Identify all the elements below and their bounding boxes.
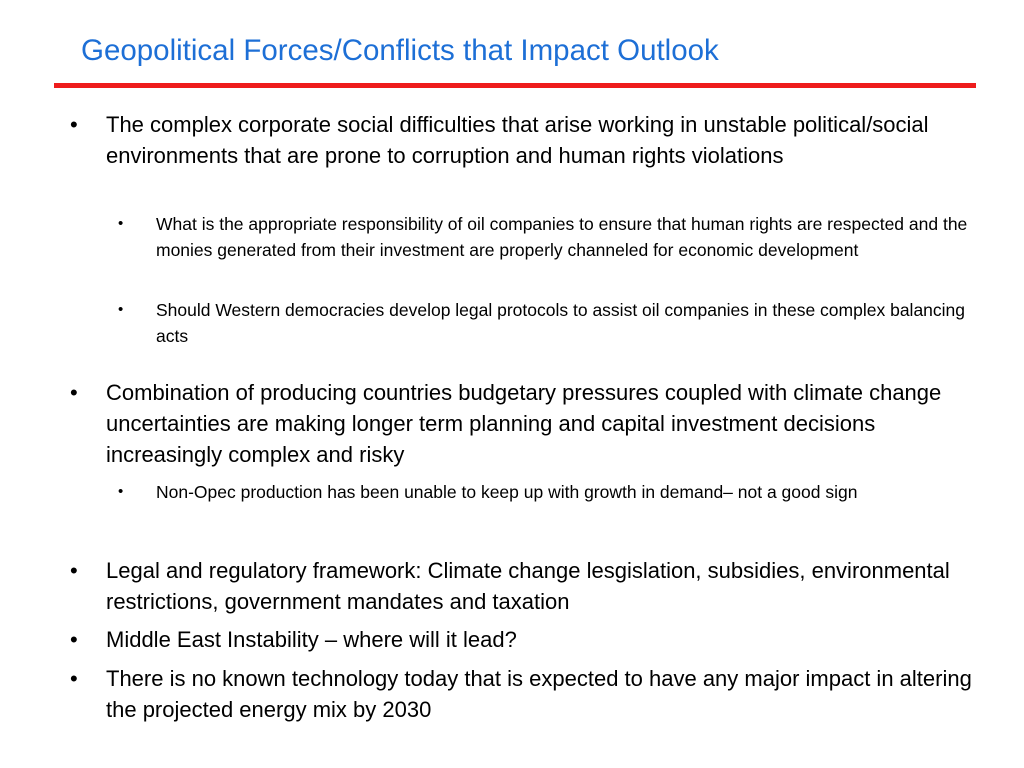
sub-bullet-item-2-1 <box>118 479 992 505</box>
bullet-text: Combination of producing countries budgetary pressures coupled with climate change uncertainties are making longer term planning and capital investment decisions increasingly complex and risky <box>106 380 942 467</box>
bullet-icon: • <box>70 558 78 583</box>
sub-bullet-icon: • <box>118 215 124 232</box>
bullet-icon: • <box>70 627 78 652</box>
bullet-icon: • <box>70 112 78 137</box>
sub-bullet-icon: • <box>118 483 124 500</box>
sub-bullet-text: Should Western democracies develop legal protocols to assist oil companies in these complex balancing acts <box>156 300 966 346</box>
sub-bullet-text: Non-Opec production has been unable to keep up with growth in demand– not a good sign <box>156 482 858 502</box>
slide-title: Geopolitical Forces/Conflicts that Impact Outlook <box>81 34 719 67</box>
title-divider <box>54 83 976 88</box>
sub-bullet-item-1-1 <box>118 211 992 263</box>
bullet-text: Middle East Instability – where will it lead? <box>106 627 517 652</box>
bullet-item-5 <box>70 663 986 725</box>
bullet-text: Legal and regulatory framework: Climate change lesgislation, subsidies, environmental restrictions, government mandates and taxation <box>106 558 950 614</box>
bullet-item-2 <box>70 377 986 470</box>
sub-bullet-item-1-2 <box>118 297 992 349</box>
bullet-icon: • <box>70 666 78 691</box>
bullet-item-4 <box>70 624 986 655</box>
bullet-text: There is no known technology today that is expected to have any major impact in altering the projected energy mix by 2030 <box>106 666 972 722</box>
bullet-item-1 <box>70 109 986 171</box>
bullet-icon: • <box>70 380 78 405</box>
bullet-text: The complex corporate social difficulties that arise working in unstable political/social environments that are prone to corruption and human rights violations <box>106 112 929 168</box>
sub-bullet-icon: • <box>118 301 124 318</box>
sub-bullet-text: What is the appropriate responsibility of oil companies to ensure that human rights are respected and the monies generated from their investment are properly channeled for economic development <box>156 214 968 260</box>
bullet-item-3 <box>70 555 986 617</box>
